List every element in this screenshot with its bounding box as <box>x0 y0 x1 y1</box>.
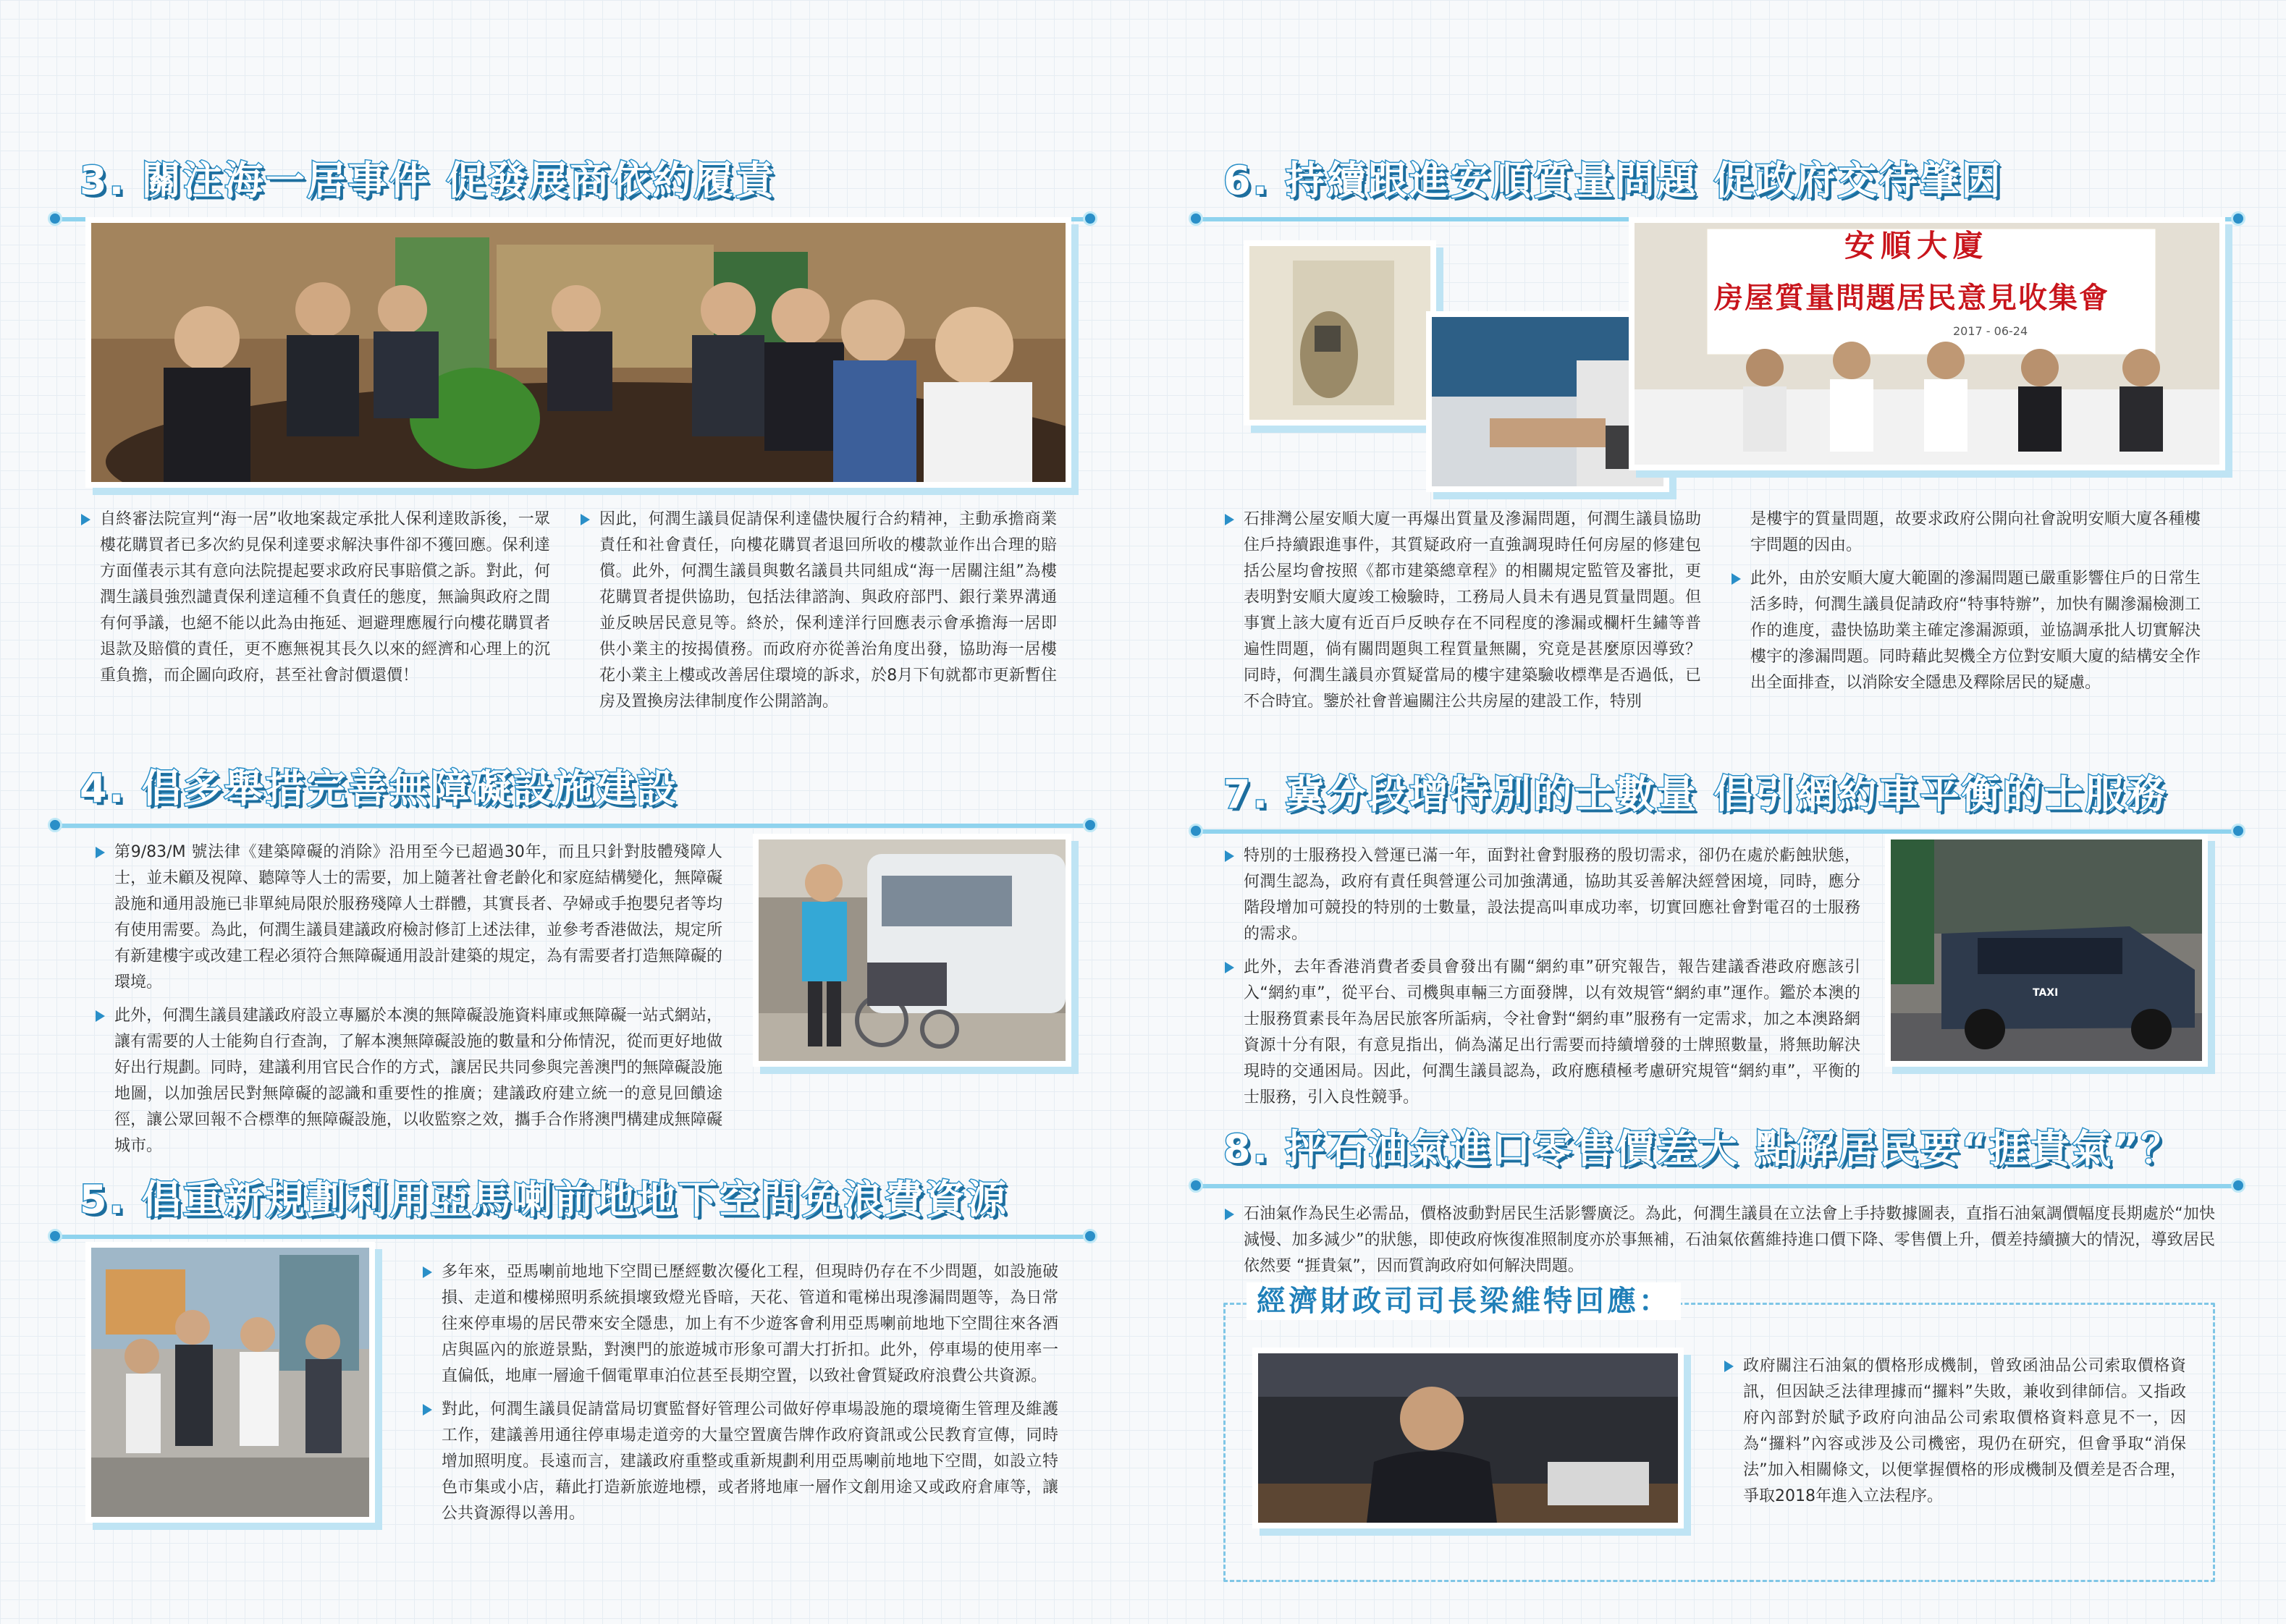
section-6-col-2 <box>1730 507 2201 703</box>
reply-text: 政府關注石油氣的價格形成機制，曾致函油品公司索取價格資訊，但因缺乏法律理據而“攞料”失敗，兼收到律師信。又指政府內部對於賦予政府向油品公司索取價格資料意見不一，因為“攞料”內容或涉及公司機密，現仍在研究，但會爭取“消保法”加入相關條文，以便掌握價格的形成機制及價差是否合理，爭取2018年進入立法程序。 <box>1723 1353 2186 1510</box>
section-5-col <box>421 1259 1058 1534</box>
banner-date: 2017 - 06-24 <box>1953 324 2028 338</box>
section-3-col-1 <box>80 507 550 696</box>
section-4-rule-dot-left <box>48 818 62 832</box>
section-3-rule-dot-left <box>48 211 62 226</box>
meeting-photo-image <box>91 223 1066 482</box>
section-6-rule-dot-left <box>1189 211 1203 226</box>
amaral-square-photo <box>85 1242 375 1523</box>
section-4-rule-dot-right <box>1083 818 1097 832</box>
section-8-col <box>1223 1201 2215 1287</box>
section-8-rule-dot-right <box>2231 1178 2245 1193</box>
wall-damage-photo <box>1244 240 1436 426</box>
section-7-col <box>1223 843 1860 1118</box>
section-6-paragraph-1: 石排灣公屋安順大廈一再爆出質量及滲漏問題，何潤生議員協助住戶持續跟進事件，其質疑政府一直強調現時任何房屋的修建包括公屋均會按照《都市建築總章程》的相關規定監管及審批，更表明對安順大廈竣工檢驗時，工務局人員未有遇見質量問題。但事實上該大廈有近百戶反映存在不同程度的滲漏或欄杆生鏽等普遍性問題，倘有關問題與工程質量無關，究竟是甚麼原因導致？同時，何潤生議員亦質疑當局的樓宇建築驗收標準是否過低，已不合時宜。鑒於社會普遍關注公共房屋的建設工作，特別 <box>1223 507 1701 715</box>
section-6-title: 6. 持續跟進安順質量問題 促政府交待肇因 <box>1223 158 2003 203</box>
section-4-paragraph-1: 第9/83/M 號法律《建築障礙的消除》沿用至今已超過30年，而且只針對肢體殘障人士，並未顧及視障、聽障等人士的需要，加上隨著社會老齡化和家庭結構變化，無障礙設施和通用設施已非單純局限於服務殘障人士群體，其實長者、孕婦或手抱嬰兒者等均有使用需要。為此，何潤生議員建議政府檢討修訂上述法律，並參考香港做法，規定所有新建樓宇或改建工程必須符合無障礙通用設計建築的規定，為有需要者打造無障礙的環境。 <box>94 840 722 996</box>
section-7-rule-dot-right <box>2231 824 2245 838</box>
section-5-rule <box>55 1235 1090 1239</box>
meeting-photo <box>85 217 1071 488</box>
wheelchair-photo-image <box>759 840 1066 1061</box>
section-5-rule-dot-right <box>1083 1229 1097 1243</box>
reply-col <box>1723 1353 2186 1517</box>
section-4-rule <box>55 824 1090 828</box>
section-3-paragraph-1: 自終審法院宣判“海一居”收地案裁定承批人保利達敗訴後，一眾樓花購買者已多次約見保利達要求解決事件卻不獲回應。保利達方面僅表示其有意向法院提起要求政府民事賠償之訴。對此，何潤生議員強烈譴責保利達這種不負責任的態度，無論與政府之間有何爭議，也絕不能以此為由拖延、迴避理應履行向樓花購買者退款及賠償的責任，更不應無視其長久以來的經濟和心理上的沉重負擔，而企圖向政府，甚至社會討價還價！ <box>80 507 550 689</box>
banner-title: 安順大廈 <box>1844 228 1990 263</box>
secretary-photo-image <box>1258 1353 1678 1523</box>
section-4-col <box>94 840 722 1167</box>
section-6-rule-dot-right <box>2231 211 2245 226</box>
secretary-photo <box>1252 1348 1684 1528</box>
section-3-title: 3. 關注海一居事件 促發展商依約履責 <box>80 158 777 203</box>
section-5-paragraph-1: 多年來，亞馬喇前地地下空間已歷經數次優化工程，但現時仍存在不少問題，如設施破損、走道和樓梯照明系統損壞致燈光昏暗，天花、管道和電梯出現滲漏問題等，為日常往來停車場的居民帶來安全隱患，加上有不少遊客會利用亞馬喇前地地下空間往來各酒店與區內的旅遊景點，對澳門的旅遊城市形象可謂大打折扣。此外，停車場的使用率一直偏低，地庫一層逾千個電單車泊位甚至長期空置，以致社會質疑政府浪費公共資源。 <box>421 1259 1058 1390</box>
section-7-rule-dot-left <box>1189 824 1203 838</box>
section-8-rule-dot-left <box>1189 1178 1203 1193</box>
section-7-title: 7. 冀分段增特別的士數量 倡引網約車平衡的士服務 <box>1223 771 2168 817</box>
banner-subtitle: 房屋質量問題居民意見收集會 <box>1714 282 2109 315</box>
section-6-paragraph-3: 此外，由於安順大廈大範圍的滲漏問題已嚴重影響住戶的日常生活多時，何潤生議員促請政府“特事特辦”，加快有關滲漏檢測工作的進度，盡快協助業主確定滲漏源頭，並協調承批人切實解決樓宇的滲漏問題。同時藉此契機全方位對安順大廈的結構安全作出全面排查，以消除安全隱患及釋除居民的疑慮。 <box>1730 566 2201 696</box>
wheelchair-photo <box>753 834 1071 1067</box>
special-taxi-photo-image <box>1891 840 2202 1061</box>
section-6-col-1 <box>1223 507 1701 722</box>
section-3-rule-dot-right <box>1083 211 1097 226</box>
section-3-paragraph-2: 因此，何潤生議員促請保利達儘快履行合約精神，主動承擔商業責任和社會責任，向樓花購買者退回所收的樓款並作出合理的賠償。此外，何潤生議員與數名議員共同組成“海一居關注組”為樓花購買者提供協助，包括法律諮詢、與政府部門、銀行業界溝通並反映居民意見等。終於，保利達洋行回應表示會承擔海一居即供小業主的按揭債務。而政府亦從善治角度出發，協助海一居樓花小業主上樓或改善居住環境的訴求，於8月下旬就都市更新暫住房及置換房法律制度作公開諮詢。 <box>579 507 1057 715</box>
section-4-paragraph-2: 此外，何潤生議員建議政府設立專屬於本澳的無障礙設施資料庫或無障礙一站式網站，讓有需要的人士能夠自行查詢，了解本澳無障礙設施的數量和分佈情況，從而更好地做好出行規劃。同時，建議利用官民合作的方式，讓居民共同參與完善澳門的無障礙設施地圖，以加強居民對無障礙的認識和重要性的推廣；建議政府建立統一的意見回饋途徑，讓公眾回報不合標準的無障礙設施，以收監察之效，攜手合作將澳門構建成無障礙城市。 <box>94 1003 722 1159</box>
section-5-title: 5. 倡重新規劃利用亞馬喇前地地下空間免浪費資源 <box>80 1177 1008 1222</box>
section-5-paragraph-2: 對此，何潤生議員促請當局切實監督好管理公司做好停車場設施的環境衛生管理及維護工作，建議善用通往停車場走道旁的大量空置廣告牌作政府資訊或公民教育宣傳，同時增加照明度。長遠而言，建議政府重整或重新規劃利用亞馬喇前地地下空間，如設立特色市集或小店，藉此打造新旅遊地標，或者將地庫一層作文創用途又或政府倉庫等，讓公共資源得以善用。 <box>421 1397 1058 1527</box>
section-8-paragraph-1: 石油氣作為民生必需品，價格波動對居民生活影響廣泛。為此，何潤生議員在立法會上手持數據圖表，直指石油氣調價幅度長期處於“加快減慢、加多減少”的狀態，即使政府恢復准照制度亦於事無補，石油氣依舊維持進口價下降、零售價上升，價差持續擴大的情況，導致居民依然要 “捱貴氣”，因而質詢政府如何解決問題。 <box>1223 1201 2215 1280</box>
section-7-paragraph-1: 特別的士服務投入營運已滿一年，面對社會對服務的殷切需求，卻仍在處於虧蝕狀態，何潤生認為，政府有責任與營運公司加強溝通，協助其妥善解決經營困境，同時，應分階段增加可競投的特別的士數量，設法提高叫車成功率，切實回應社會對電召的士服務的需求。 <box>1223 843 1860 947</box>
wall-damage-photo-image <box>1249 246 1430 420</box>
section-8-title: 8. 抨石油氣進口零售價差大 點解居民要“捱貴氣”？ <box>1223 1126 2182 1172</box>
section-7-paragraph-2: 此外，去年香港消費者委員會發出有關“網約車”研究報告，報告建議香港政府應該引入“網約車”，從平台、司機與車輛三方面發牌，以有效規管“網約車”運作。鑑於本澳的士服務質素長年為居民旅客所詬病，令社會對“網約車”服務有一定需求，加之本澳路網資源十分有限，有意見指出，倘為滿足出行需要而持續增發的士牌照數量，將無助解決現時的交通困局。因此，何潤生議員認為，政府應積極考慮研究規管“網約車”，平衡的士服務，引入良性競爭。 <box>1223 955 1860 1111</box>
section-4-title: 4. 倡多舉措完善無障礙設施建設 <box>80 766 678 811</box>
residents-meeting-photo <box>1629 217 2225 470</box>
special-taxi-photo <box>1885 834 2208 1067</box>
section-8-rule <box>1196 1184 2238 1188</box>
section-3-col-2 <box>579 507 1057 722</box>
section-6-paragraph-2: 是樓宇的質量問題，故要求政府公開向社會說明安順大廈各種樓宇問題的因由。 <box>1750 510 2201 554</box>
section-5-rule-dot-left <box>48 1229 62 1243</box>
reply-title: 經濟財政司司長梁維特回應： <box>1247 1282 1681 1320</box>
taxi-door-sign: TAXI <box>2033 987 2059 999</box>
amaral-square-photo-image <box>91 1248 369 1517</box>
